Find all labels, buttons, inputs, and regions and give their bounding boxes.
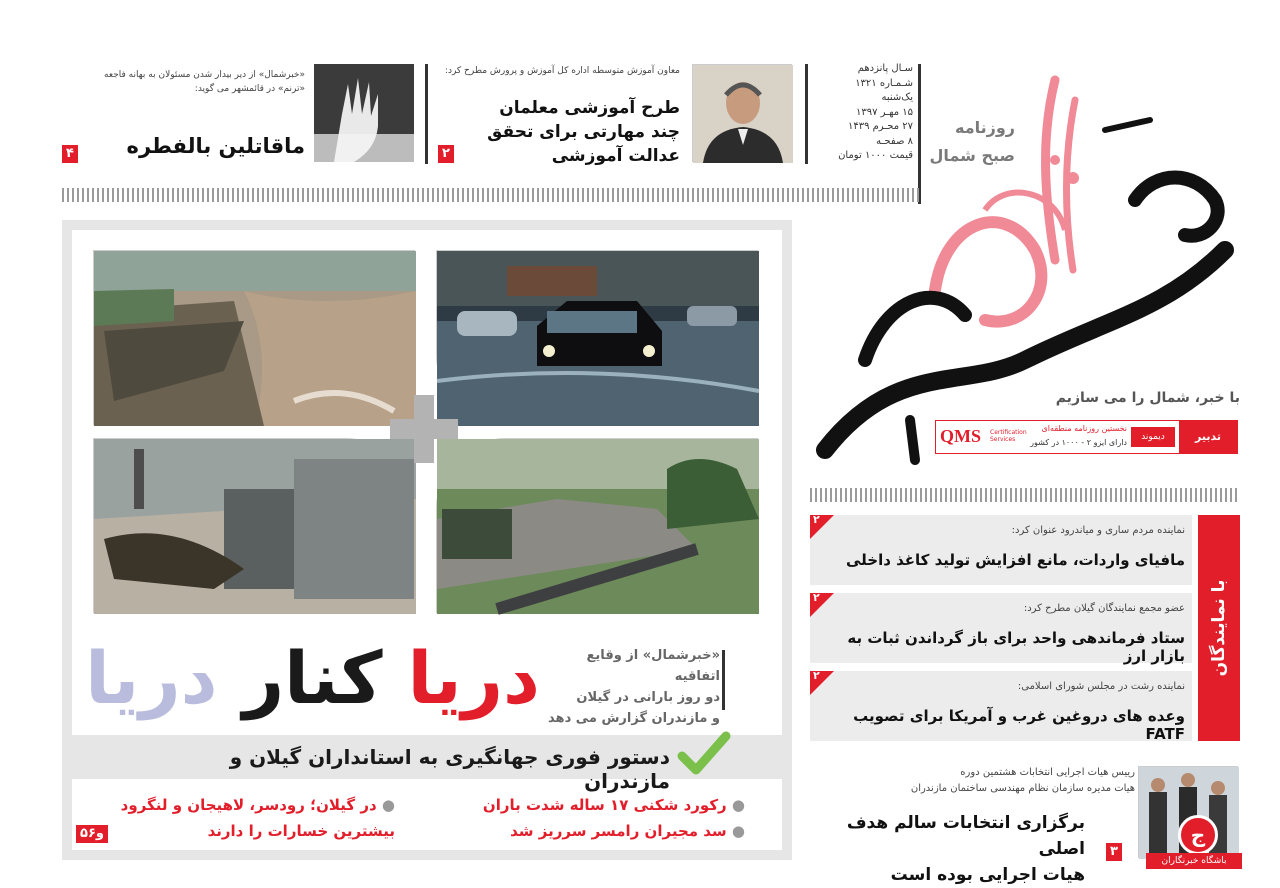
teacher-kicker: معاون آموزش متوسطه اداره کل آموزش و پرورش مطرح کرد: (444, 66, 680, 76)
rep-kicker: نماینده مردم ساری و میاندرود عنوان کرد: (1011, 525, 1185, 536)
separator-bars (810, 488, 1240, 502)
portrait-photo (692, 64, 792, 162)
headline-line: برگزاری انتخابات سالم هدف اصلی (846, 813, 1085, 859)
page-badge: ۳ (1106, 843, 1122, 861)
flood-photo-bridge (93, 438, 415, 613)
sidebar-line: دو روز بارانی در گیلان (576, 690, 720, 705)
rep-headline: وعده های دروغین غرب و آمریکا برای تصویب FATF (853, 707, 1185, 743)
flood-photo-car (436, 250, 758, 425)
hand-headline: ماقاتلین بالفطره (126, 134, 305, 158)
headline-line: طرح آموزشی معلمان (499, 98, 680, 118)
rep-headline: ستاد فرماندهی واحد برای باز گرداندن ثبات به بازار ارز (847, 629, 1185, 665)
issue-info-line: شـمـاره ۱۳۲۱ (855, 77, 913, 89)
page-badge: ۴ (62, 145, 78, 163)
masthead-divider (918, 64, 921, 204)
teacher-headline (440, 96, 680, 168)
slogan: با خبر، شمال را می سازیم (1055, 390, 1240, 406)
issue-info-line: سـال پانزدهم (857, 63, 913, 74)
check-icon (678, 730, 730, 776)
qms-logo: QMS (940, 426, 982, 446)
rep-item[interactable] (810, 515, 1192, 585)
issue-info-line: قیمت ۱۰۰۰ تومان (838, 150, 913, 161)
bullet-item: بیشترین خسارات را دارند (207, 822, 395, 840)
headline-word: کنار (242, 636, 383, 720)
sidebar-rule (722, 650, 725, 710)
sub-headline: دستور فوری جهانگیری به استانداران گیلان و مازندران (229, 745, 670, 793)
main-headline (85, 630, 540, 730)
bullet-item: ● سد مجیران رامسر سرریز شد (510, 822, 745, 840)
page-badge: ۲ (438, 145, 454, 163)
separator-bars (62, 188, 920, 202)
bullet-item: ● در گیلان؛ رودسر، لاهیجان و لنگرود (120, 796, 395, 814)
watermark-logo (1146, 815, 1242, 869)
headline-line: هیات اجرایی بوده است (890, 865, 1085, 885)
headline-word: دریا (407, 636, 540, 720)
certification-strip (935, 420, 1238, 454)
election-headline (805, 810, 1085, 888)
rep-kicker: نماینده رشت در مجلس شورای اسلامی: (1017, 681, 1185, 692)
issue-info-line: ۱۵ مهـر ۱۳۹۷ (855, 106, 913, 118)
kicker-line: هیات مدیره سازمان نظام مهندسی ساختمان مازندران (910, 783, 1135, 794)
section-label-box (1198, 515, 1240, 741)
kicker-line: «خبرشمال» از دیر بیدار شدن مسئولان به بهانه فاجعه (104, 70, 305, 80)
sidebar-line: و مازندران گزارش می دهد (548, 711, 720, 726)
bullets-left (100, 792, 395, 844)
sidebar-line: «خبرشمال» از وقایع اتفاقیه (586, 648, 720, 684)
issue-info-line: ۲۷ محـرم ۱۴۳۹ (847, 121, 913, 132)
main-sidebar-text (545, 645, 720, 729)
hand-kicker (95, 68, 305, 96)
flood-photo-river (93, 250, 415, 425)
cert-text-1: نخستین روزنامه منطقه‌ای (1041, 424, 1127, 433)
issue-info-line: ۸ صفحـه (876, 135, 913, 147)
rep-page: ۲ (813, 513, 820, 526)
rep-kicker: عضو مجمع نمایندگان گیلان مطرح کرد: (1023, 603, 1185, 614)
story-divider (425, 64, 428, 164)
headline-word: دریا (85, 636, 218, 720)
hand-photo (314, 64, 414, 162)
qms-sub: Certification Services (990, 429, 1027, 443)
watermark-icon: ج (1178, 815, 1218, 855)
election-kicker (805, 765, 1135, 797)
watermark-text: باشگاه خبرنگاران (1146, 853, 1242, 869)
page-badge: ۵و۶ (76, 825, 108, 843)
dimond-label: دیموند (1131, 427, 1175, 447)
issue-info-line: یک‌شنبه (881, 92, 913, 103)
paper-name: صبح شمال (929, 146, 1015, 165)
rep-page: ۲ (813, 591, 820, 604)
rep-page: ۲ (813, 669, 820, 682)
kicker-line: رییس هیات اجرایی انتخابات هشتمین دوره (960, 767, 1135, 778)
paper-type: روزنامه (955, 118, 1015, 137)
bullet-item: ● رکورد شکنی ۱۷ ساله شدت باران (482, 796, 745, 814)
rep-headline: مافیای واردات، مانع افزایش تولید کاغذ داخلی (845, 551, 1185, 569)
info-divider (805, 64, 808, 164)
kicker-line: «ترنم» در قائمشهر می گوید: (194, 84, 305, 94)
section-label: با نمایندگان (1209, 579, 1229, 677)
issue-info (808, 62, 913, 164)
plus-icon (388, 393, 460, 465)
headline-line: عدالت آموزشی (551, 146, 680, 166)
headline-line: چند مهارتی برای تحقق (487, 122, 680, 142)
rep-item[interactable] (810, 593, 1192, 663)
flood-photo-collapsed-road (436, 438, 758, 613)
bullets-right (430, 792, 745, 844)
cert-text-2: دارای ایزو ۲ - ۱۰۰۰ در کشور (1030, 438, 1127, 447)
rep-item[interactable] (810, 671, 1192, 741)
tadbir-label: تدبیر (1179, 421, 1237, 453)
